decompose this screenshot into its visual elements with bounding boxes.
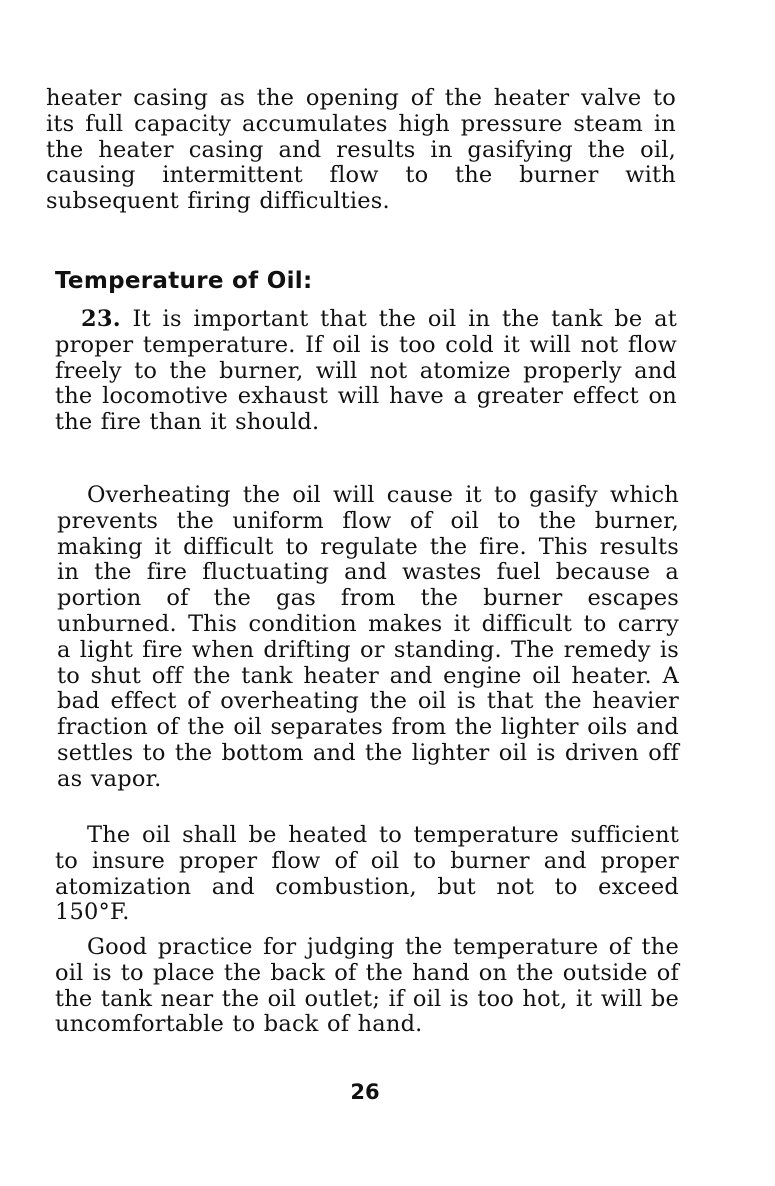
item-23-paragraph (55, 307, 677, 436)
page-number: 26 (350, 1080, 380, 1104)
section-heading: Temperature of Oil: (55, 268, 313, 294)
overheating-paragraph: Overheating the oil will cause it to gasify which prevents the uniform flow of oil to the burner, making it difficult to regulate the fire. This results in the fire fluctuating and wastes fuel because a portion of the gas from the burner escapes unburned. This condition makes it difficult to carry a light fire when drifting or standing. The remedy is to shut off the tank heater and engine oil heater. A bad effect of overheating the oil is that the heavier fraction of the oil separates from the lighter oils and settles to the bottom and the lighter oil is driven off as vapor. (57, 482, 679, 792)
good-practice-paragraph: Good practice for judging the temperature of the oil is to place the back of the hand on the outside of the tank near the oil outlet; if oil is too hot, it will be uncomfortable to back of hand. (55, 934, 679, 1038)
item-23-text: It is important that the oil in the tank be at proper temperature. If oil is too cold it will not flow freely to the burner, will not atomize properly and the locomotive exhaust will have a greater effect on the fire than it should. (55, 306, 677, 436)
item-number: 23. (81, 306, 121, 332)
heating-paragraph: The oil shall be heated to temperature sufficient to insure proper flow of oil to burner and proper atomization and combustion, but not to exceed 150°F. (55, 822, 679, 926)
intro-paragraph: heater casing as the opening of the heater valve to its full capacity accumulates high pressure steam in the heater casing and results in gasifying the oil, causing intermittent flow to the burner with subsequent firing difficulties. (46, 85, 676, 215)
